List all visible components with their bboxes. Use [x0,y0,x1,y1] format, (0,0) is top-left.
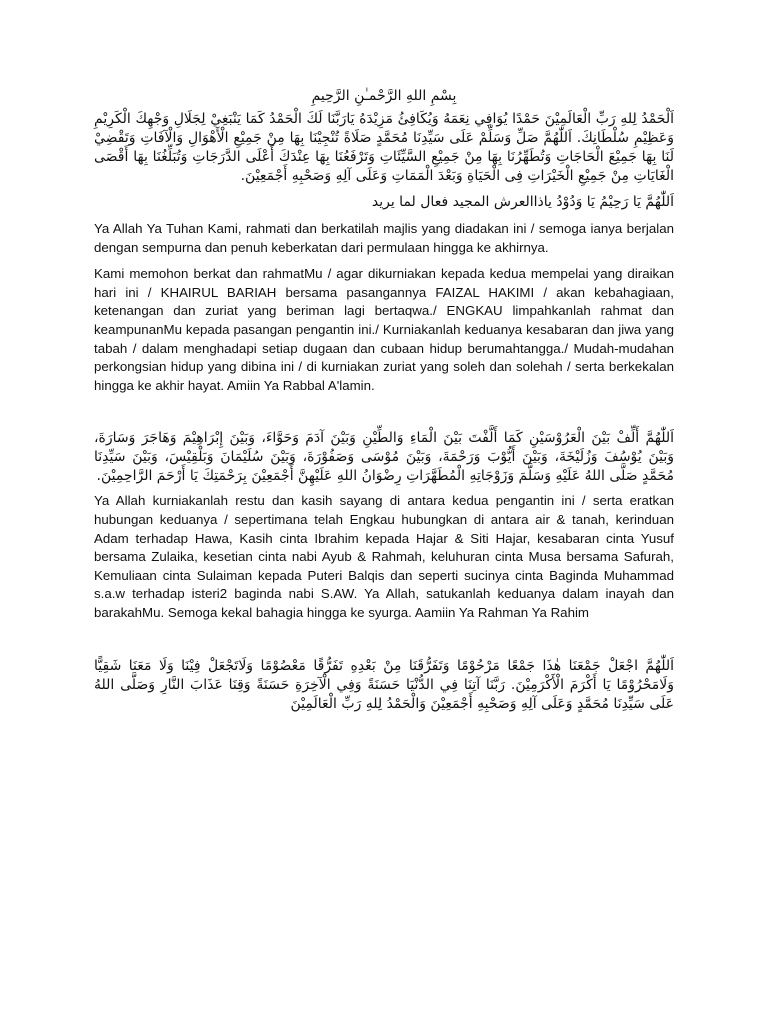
bismillah-heading: بِسْمِ اللهِ الرَّحْمـٰنِ الرَّحِيمِ [311,88,457,104]
document-page [94,86,674,714]
section-spacer [94,623,674,657]
spacer [94,257,674,265]
malay-paragraph-blessing: Ya Allah Ya Tuhan Kami, rahmati dan berkatilah majlis yang diadakan ini / semoga ianya berjalan dengan sempurna dan penuh keberkatan dari permulaan hingga ke akhirnya. [94,221,674,255]
arabic-love-prayer: اَللّٰهُمَّ أَلِّفْ بَيْنَ الْعَرُوْسَيْنِ كَمَا أَلَّفْتَ بَيْنَ الْمَاءِ وَالطِّيْنِ وَبَيْنَ آدَمَ وَحَوَّاءَ، وَبَيْنَ إِبْرَاهِيْمَ وَهَاجَرَ وَسَارَةَ، وَبَيْنَ يُوْسُفَ وَزُلَيْخَةَ، وَبَيْنَ أَيُّوْبَ وَرَحْمَةَ، وَبَيْنَ مُوْسَى وَصَفُوْرَةَ، وَبَيْنَ سُلَيْمَانَ وَبَلْقِيْسَ، وَبَيْنَ سَيِّدِنَا مُحَمَّدٍ صَلَّى اللهُ عَلَيْهِ وَسَلَّمَ وَزَوْجَاتِهِ الْمُطَهَّرَاتِ رِضْوَانُ اللهِ عَلَيْهِنَّ أَجْمَعِيْنَ بِرَحْمَتِكَ يَا أَرْحَمَ الرَّاحِمِيْنَ. [94,430,674,485]
malay-paragraph-love-prayer: Ya Allah kurniakanlah restu dan kasih sayang di antara kedua pengantin ini / serta eratkan hubungan keduanya / sepertimana telah Engkau hubungkan di antara air & tanah, kerinduan Adam terhadap Hawa, Kasih cinta Ibrahim kepada Hajar & Siti Hajar, kesabaran cinta Yusuf bersama Zulaika, kesetian cinta nabi Ayub & Rahmah, keluhuran cinta Musa bersama Safurah, Kemuliaan cinta Sulaiman kepada Puteri Balqis dan seperti sucinya cinta Baginda Muhammad s.a.w terhadap isteri2 baginda nabi S.AW. Ya Allah, satukanlah keduanya dalam inayah dan barakahMu. Semoga kekal bahagia hingga ke syurga. Aamiin Ya Rahman Ya Rahim [94,493,674,620]
malay-paragraph-couple-prayer: Kami memohon berkat dan rahmatMu / agar dikurniakan kepada kedua mempelai yang diraikan hari ini / KHAIRUL BARIAH bersama pasangannya FAIZAL HAKIMI / akan kebahagiaan, ketenangan dan zuriat yang beriman lagi bertaqwa./ ENGKAU limpahkanlah rahmat dan keampunanMu kepada pasangan pengantin ini./ Kurniakanlah keduanya kesabaran dan jiwa yang tabah / dalam menghadapi setiap dugaan dan cubaan hidup berumahtangga./ Mudah-mudahan perkongsian hidup yang dibina ini / di kurniakan zuriat yang soleh dan solehah / serta berkekalan hingga ke akhir hayat. Amiin Ya Rabbal A'lamin. [94,266,674,393]
arabic-opening-prayer: اَلْحَمْدُ لِلهِ رَبِّ الْعَالَمِيْنَ حَمْدًا يُوَافِي نِعَمَهُ وَيُكَافِئُ مَزِيْدَهُ يَارَبَّنَا لَكَ الْحَمْدُ كَمَا يَنْبَغِيْ لِجَلَالِ وَجْهِكَ الْكَرِيْمِ وَعَظِيْمِ سُلْطَانِكَ. اَللّٰهُمَّ صَلِّ وَسَلِّمْ عَلَى سَيِّدِنَا مُحَمَّدٍ صَلَاةً تُنْجِيْنَا بِهَا مِنْ جَمِيْعِ الْأَهْوَالِ وَالْآفَاتِ وَتَقْضِيْ لَنَا بِهَا جَمِيْعَ الْحَاجَاتِ وَتُطَهِّرُنَا بِهَا مِنْ جَمِيْعِ السَّيِّئَاتِ وَتَرْفَعُنَا بِهَا عِنْدَكَ أَعْلَى الدَّرَجَاتِ وَتُبَلِّغُنَا بِهَا أَقْصَى الْغَايَاتِ مِنْ جَمِيْعِ الْخَيْرَاتِ فِى الْحَيَاةِ وَبَعْدَ الْمَمَاتِ وَعَلَى آلِهِ وَصَحْبِهِ أَجْمَعِيْنَ. [94,111,674,184]
arabic-closing-prayer: اَللّٰهُمَّ اجْعَلْ جَمْعَنَا هٰذَا جَمْعًا مَرْحُوْمًا وَتَفَرُّقَنَا مِنْ بَعْدِهِ تَفَرُّقًا مَعْصُوْمًا وَلَاتَجْعَلْ فِيْنَا وَلَا مَعَنَا شَقِيًّا وَلَامَحْرُوْمًا يَا أَكْرَمَ الْأَكْرَمِيْنَ. رَبَّنَا آتِنَا فِي الدُّنْيَا حَسَنَةً وَفِي الْآخِرَةِ حَسَنَةً وَقِنَا عَذَابَ النَّارِ وَصَلَّى اللهُ عَلَى سَيِّدِنَا مُحَمَّدٍ وَعَلَى آلِهِ وَصَحْبِهِ أَجْمَعِيْنَ وَالْحَمْدُ لِلهِ رَبِّ الْعَالَمِيْنَ [94,657,674,712]
arabic-invocation-line: اَللّٰهُمَّ يَا رَحِيْمُ يَا وَدُوْدُ ياذاالعرش المجيد فعال لما يريد [371,194,674,210]
section-spacer [94,395,674,429]
